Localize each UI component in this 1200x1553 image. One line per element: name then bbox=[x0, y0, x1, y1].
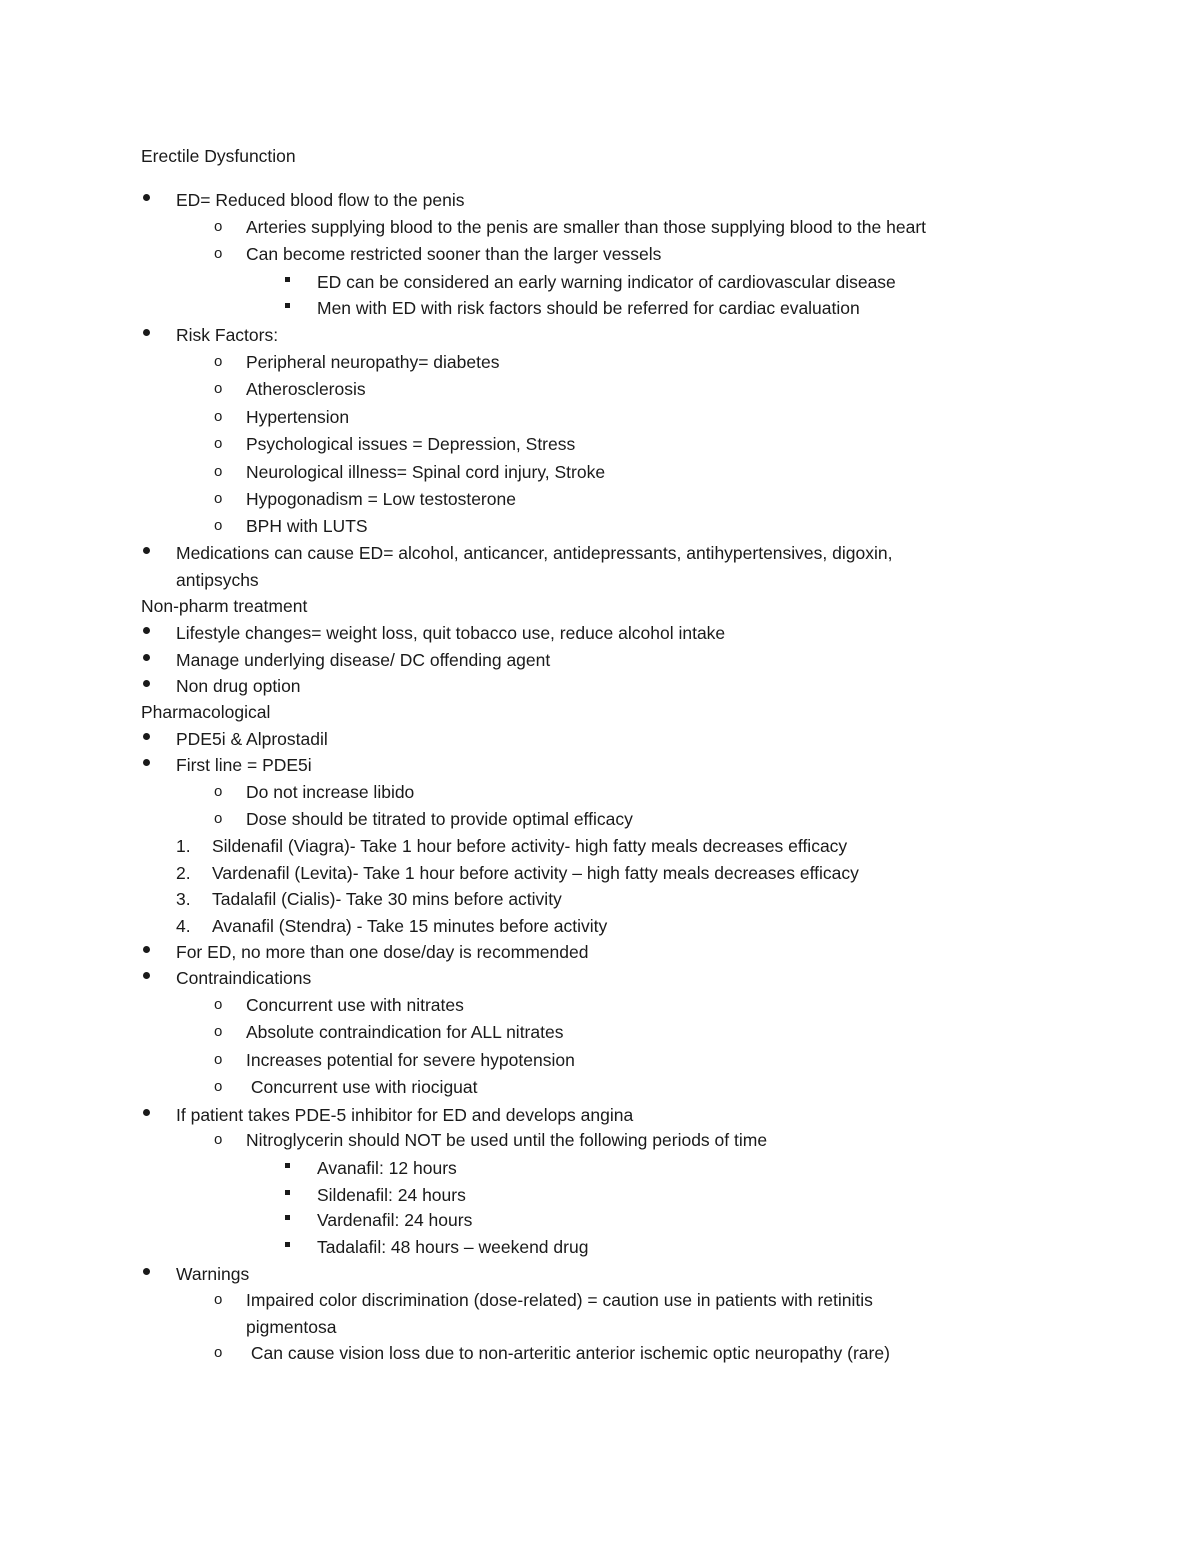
square-bullet-item: ED can be considered an early warning indicator of cardiovascular disease bbox=[317, 272, 896, 292]
bullet-marker bbox=[143, 627, 150, 634]
bullet-marker bbox=[143, 1109, 150, 1116]
bullet-item: If patient takes PDE-5 inhibitor for ED and develops angina bbox=[176, 1105, 634, 1125]
sub-bullet-item: BPH with LUTS bbox=[246, 516, 368, 536]
list-number: 3. bbox=[176, 889, 191, 909]
numbered-item: Avanafil (Stendra) - Take 15 minutes before activity bbox=[212, 916, 608, 936]
bullet-marker bbox=[143, 733, 150, 740]
bullet-marker bbox=[143, 654, 150, 661]
sub-bullet-marker: o bbox=[214, 1023, 223, 1040]
sub-bullet-marker: o bbox=[214, 435, 223, 452]
bullet-item: For ED, no more than one dose/day is recommended bbox=[176, 942, 589, 962]
sub-bullet-item: Psychological issues = Depression, Stress bbox=[246, 434, 576, 454]
bullet-item: ED= Reduced blood flow to the penis bbox=[176, 190, 465, 210]
bullet-marker bbox=[143, 972, 150, 979]
sub-bullet-marker: o bbox=[214, 380, 223, 397]
sub-bullet-marker: o bbox=[214, 810, 223, 827]
section-heading-pharm: Pharmacological bbox=[141, 702, 271, 722]
square-bullet-marker bbox=[285, 1190, 290, 1195]
bullet-item: First line = PDE5i bbox=[176, 755, 312, 775]
sub-bullet-marker: o bbox=[214, 517, 223, 534]
bullet-item: Warnings bbox=[176, 1264, 250, 1284]
bullet-item: Medications can cause ED= alcohol, anticancer, antidepressants, antihypertensives, digoxin, bbox=[176, 543, 893, 563]
sub-bullet-marker: o bbox=[214, 408, 223, 425]
sub-bullet-marker: o bbox=[214, 1131, 223, 1148]
square-bullet-item: Avanafil: 12 hours bbox=[317, 1158, 457, 1178]
square-bullet-item: Sildenafil: 24 hours bbox=[317, 1185, 466, 1205]
sub-bullet-marker: o bbox=[214, 353, 223, 370]
sub-bullet-item: Can cause vision loss due to non-arteritic anterior ischemic optic neuropathy (rare) bbox=[246, 1343, 890, 1363]
sub-bullet-item: Hypogonadism = Low testosterone bbox=[246, 489, 516, 509]
square-bullet-marker bbox=[285, 1215, 290, 1220]
bullet-marker bbox=[143, 759, 150, 766]
list-number: 2. bbox=[176, 863, 191, 883]
bullet-marker bbox=[143, 680, 150, 687]
sub-bullet-marker: o bbox=[214, 1051, 223, 1068]
list-number: 4. bbox=[176, 916, 191, 936]
sub-bullet-marker: o bbox=[214, 783, 223, 800]
square-bullet-marker bbox=[285, 277, 290, 282]
bullet-marker bbox=[143, 547, 150, 554]
square-bullet-item: Tadalafil: 48 hours – weekend drug bbox=[317, 1237, 589, 1257]
square-bullet-item: Vardenafil: 24 hours bbox=[317, 1210, 473, 1230]
sub-bullet-item: Can become restricted sooner than the larger vessels bbox=[246, 244, 662, 264]
sub-bullet-item: Hypertension bbox=[246, 407, 350, 427]
sub-bullet-item: Neurological illness= Spinal cord injury, Stroke bbox=[246, 462, 606, 482]
sub-bullet-item: Increases potential for severe hypotension bbox=[246, 1050, 575, 1070]
bullet-item: PDE5i & Alprostadil bbox=[176, 729, 328, 749]
sub-bullet-item: Absolute contraindication for ALL nitrates bbox=[246, 1022, 564, 1042]
sub-bullet-item: Peripheral neuropathy= diabetes bbox=[246, 352, 500, 372]
document-title: Erectile Dysfunction bbox=[141, 146, 296, 166]
sub-bullet-item: Concurrent use with riociguat bbox=[246, 1077, 478, 1097]
bullet-item: Contraindications bbox=[176, 968, 312, 988]
sub-bullet-marker: o bbox=[214, 1344, 223, 1361]
bullet-item: Lifestyle changes= weight loss, quit tobacco use, reduce alcohol intake bbox=[176, 623, 726, 643]
sub-bullet-marker: o bbox=[214, 218, 223, 235]
numbered-item: Tadalafil (Cialis)- Take 30 mins before activity bbox=[212, 889, 562, 909]
bullet-marker bbox=[143, 329, 150, 336]
square-bullet-marker bbox=[285, 1242, 290, 1247]
bullet-marker bbox=[143, 1268, 150, 1275]
sub-bullet-marker: o bbox=[214, 1291, 223, 1308]
sub-bullet-item: Nitroglycerin should NOT be used until the following periods of time bbox=[246, 1130, 768, 1150]
sub-bullet-item: Atherosclerosis bbox=[246, 379, 366, 399]
sub-bullet-marker: o bbox=[214, 996, 223, 1013]
bullet-item: Non drug option bbox=[176, 676, 301, 696]
square-bullet-item: Men with ED with risk factors should be referred for cardiac evaluation bbox=[317, 298, 860, 318]
sub-bullet-marker: o bbox=[214, 490, 223, 507]
bullet-item: Risk Factors: bbox=[176, 325, 279, 345]
sub-bullet-item: Arteries supplying blood to the penis are smaller than those supplying blood to the heart bbox=[246, 217, 927, 237]
sub-bullet-item: Do not increase libido bbox=[246, 782, 415, 802]
sub-bullet-marker: o bbox=[214, 1078, 223, 1095]
bullet-item: Manage underlying disease/ DC offending agent bbox=[176, 650, 551, 670]
sub-bullet-item: Impaired color discrimination (dose-related) = caution use in patients with retinitis bbox=[246, 1290, 873, 1310]
sub-bullet-item: Concurrent use with nitrates bbox=[246, 995, 464, 1015]
numbered-item: Sildenafil (Viagra)- Take 1 hour before activity- high fatty meals decreases efficacy bbox=[212, 836, 848, 856]
sub-bullet-marker: o bbox=[214, 245, 223, 262]
bullet-item-continuation: antipsychs bbox=[176, 570, 259, 590]
bullet-marker bbox=[143, 194, 150, 201]
sub-bullet-item-continuation: pigmentosa bbox=[246, 1317, 337, 1337]
bullet-marker bbox=[143, 946, 150, 953]
list-number: 1. bbox=[176, 836, 191, 856]
numbered-item: Vardenafil (Levita)- Take 1 hour before activity – high fatty meals decreases efficacy bbox=[212, 863, 859, 883]
section-heading-nonpharm: Non-pharm treatment bbox=[141, 596, 308, 616]
square-bullet-marker bbox=[285, 303, 290, 308]
sub-bullet-item: Dose should be titrated to provide optimal efficacy bbox=[246, 809, 633, 829]
sub-bullet-marker: o bbox=[214, 463, 223, 480]
square-bullet-marker bbox=[285, 1163, 290, 1168]
